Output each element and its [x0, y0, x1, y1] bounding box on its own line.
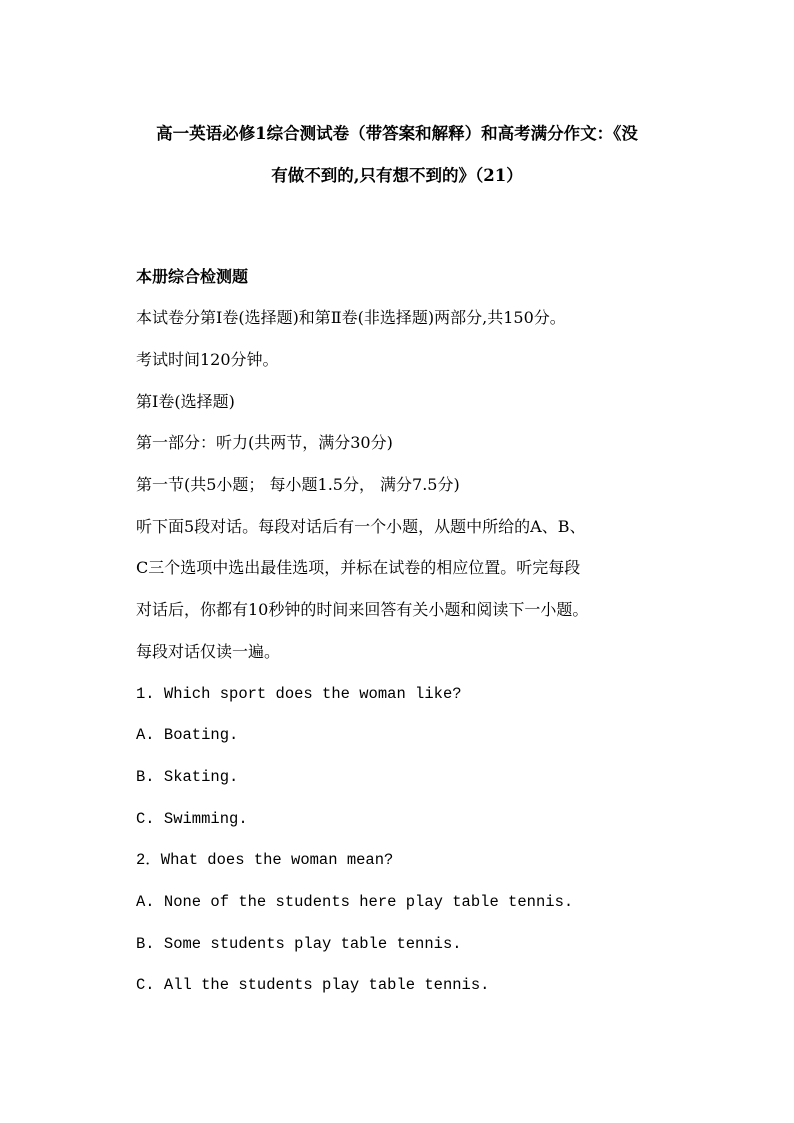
question-2-option-a: A. None of the students here play table tennis. [136, 893, 574, 911]
question-1-stem: 1. Which sport does the woman like? [136, 685, 462, 703]
instructions-line-3: 对话后，你都有10秒钟的时间来回答有关小题和阅读下一小题。 [136, 600, 589, 619]
question-2-stem: 2．What does the woman mean? [136, 851, 394, 869]
document-title-line-1: 高一英语必修1综合测试卷（带答案和解释）和高考满分作文：《没 [156, 124, 638, 143]
question-2-option-c: C. All the students play table tennis. [136, 976, 490, 994]
volume-label: 第Ⅰ卷(选择题) [136, 392, 235, 411]
intro-line-2: 考试时间120分钟。 [136, 350, 279, 369]
instructions-line-4: 每段对话仅读一遍。 [136, 642, 281, 661]
section-heading: 本册综合检测题 [136, 267, 249, 286]
question-1-option-a: A. Boating. [136, 726, 239, 744]
question-1-option-c: C. Swimming. [136, 810, 248, 828]
question-1-option-b: B. Skating. [136, 768, 239, 786]
question-2-option-b: B. Some students play table tennis. [136, 935, 462, 953]
document-title-line-2: 有做不到的,只有想不到的》（21） [271, 166, 523, 185]
part-label: 第一部分：听力(共两节，满分30分) [136, 433, 393, 452]
instructions-line-2: C三个选项中选出最佳选项，并标在试卷的相应位置。听完每段 [136, 558, 581, 577]
instructions-line-1: 听下面5段对话。每段对话后有一个小题，从题中所给的A、B、 [136, 517, 586, 536]
intro-line-1: 本试卷分第Ⅰ卷(选择题)和第Ⅱ卷(非选择题)两部分,共150分。 [136, 308, 566, 327]
section-label: 第一节(共5小题； 每小题1.5分， 满分7.5分) [136, 475, 460, 494]
